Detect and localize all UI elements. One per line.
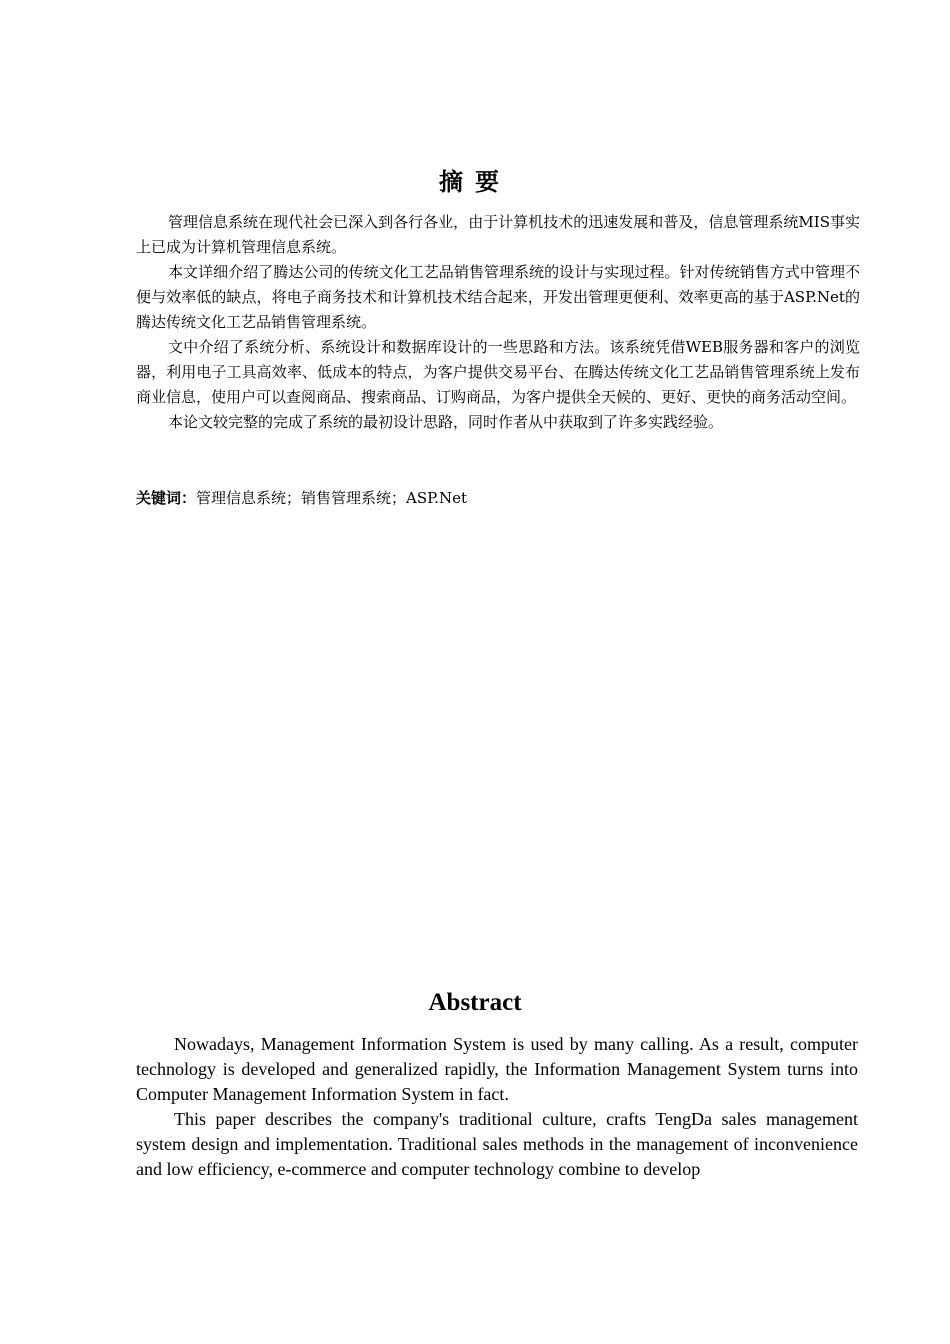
- chinese-paragraph-3: 文中介绍了系统分析、系统设计和数据库设计的一些思路和方法。该系统凭借WEB服务器和客户的浏览器，利用电子工具高效率、低成本的特点，为客户提供交易平台、在腾达传统文化工艺品销售管理系统上发布商业信息，使用户可以查阅商品、搜索商品、订购商品，为客户提供全天候的、更好、更快的商务活动空间。: [136, 338, 860, 406]
- english-abstract-body: [136, 1032, 858, 1182]
- english-paragraph-1: Nowadays, Management Information System is used by many calling. As a result, computer technology is developed and generalized rapidly, the Information Management System turns into Computer Management Information System in fact.: [136, 1034, 858, 1104]
- english-abstract-title: Abstract: [428, 989, 522, 1016]
- chinese-abstract-body: [136, 210, 860, 435]
- chinese-abstract-title: 摘要: [439, 168, 511, 196]
- chinese-paragraph-1: 管理信息系统在现代社会已深入到各行各业，由于计算机技术的迅速发展和普及，信息管理系统MIS事实上已成为计算机管理信息系统。: [136, 213, 860, 256]
- keywords-label: 关键词：: [136, 489, 197, 507]
- english-paragraph-2: This paper describes the company's traditional culture, crafts TengDa sales management system design and implementation. Traditional sales methods in the management of inconvenience and low efficiency, e-commerce and computer technology combine to develop: [136, 1109, 858, 1179]
- chinese-keywords: [136, 486, 860, 511]
- keywords-value: 管理信息系统；销售管理系统；ASP.Net: [196, 489, 467, 507]
- chinese-paragraph-2: 本文详细介绍了腾达公司的传统文化工艺品销售管理系统的设计与实现过程。针对传统销售方式中管理不便与效率低的缺点，将电子商务技术和计算机技术结合起来，开发出管理更便利、效率更高的基于ASP.Net的腾达传统文化工艺品销售管理系统。: [136, 263, 860, 331]
- chinese-paragraph-4: 本论文较完整的完成了系统的最初设计思路，同时作者从中获取到了许多实践经验。: [168, 413, 724, 431]
